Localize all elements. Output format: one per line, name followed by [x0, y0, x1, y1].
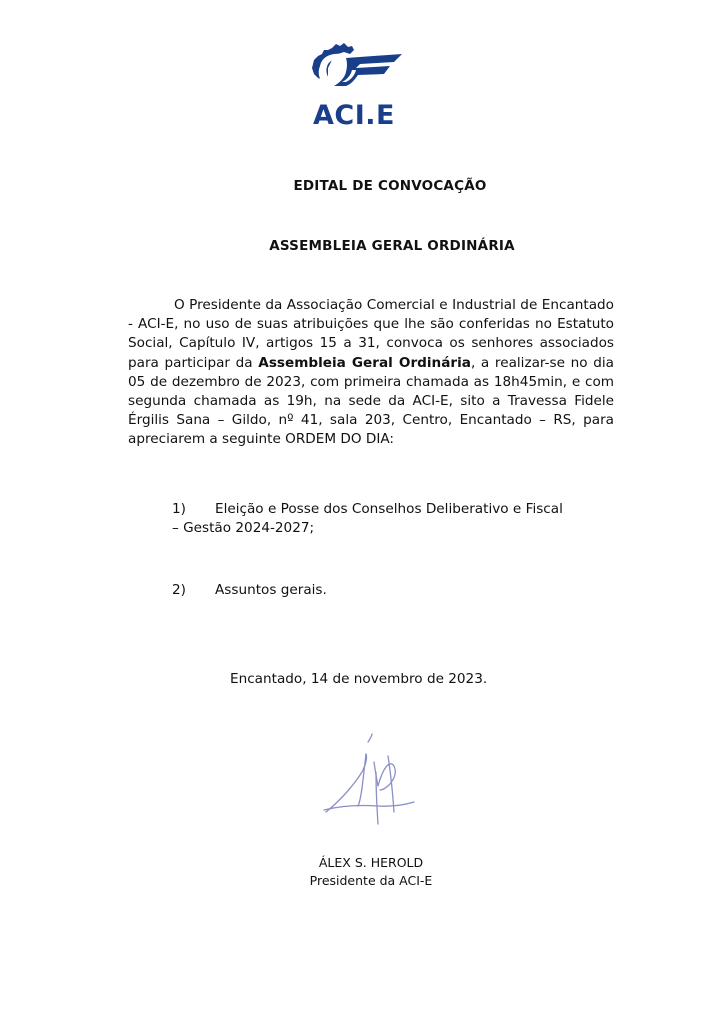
convocation-paragraph [128, 296, 614, 450]
handwritten-signature [318, 732, 428, 832]
document-subtitle: ASSEMBLEIA GERAL ORDINÁRIA [269, 238, 515, 254]
agenda-item-number: 1) [172, 501, 186, 517]
gear-wing-emblem-icon [304, 40, 404, 100]
signature-icon [318, 732, 428, 832]
aci-e-logo [304, 40, 420, 136]
agenda-item-continuation: – Gestão 2024-2027; [172, 520, 315, 536]
signer-name: ÁLEX S. HEROLD [318, 855, 424, 870]
place-and-date: Encantado, 14 de novembro de 2023. [230, 671, 488, 687]
document-title: EDITAL DE CONVOCAÇÃO [293, 178, 487, 194]
paragraph-text-end: , a realizar-se no dia 05 de dezembro de 2023, com primeira chamada as 18h45min, e com segunda chamada as 19h, na sede da ACI-E, sito a Travessa Fidele Érgilis Sana – Gildo, nº 41, sala 203, Centro, Encantado – RS, para apreciarem a seguinte ORDEM DO DIA: [128, 354, 614, 448]
paragraph-bold-text: Assembleia Geral Ordinária [258, 354, 471, 371]
agenda-item [172, 581, 472, 601]
signer-role: Presidente da ACI-E [309, 873, 433, 888]
paragraph-text-start: O Presidente da Associação Comercial e Industrial de Encantado - ACI-E, no uso de suas atribuições que lhe são conferidas no Estatuto Social, Capítulo IV, artigos 15 a 31, convoca os senhores associados para participar da [128, 297, 614, 371]
logo-wordmark: ACI.E [313, 100, 395, 131]
agenda-item-text: Eleição e Posse dos Conselhos Deliberativo e Fiscal [215, 501, 563, 517]
agenda-item-number: 2) [172, 582, 186, 598]
agenda-item-text: Assuntos gerais. [215, 582, 327, 598]
